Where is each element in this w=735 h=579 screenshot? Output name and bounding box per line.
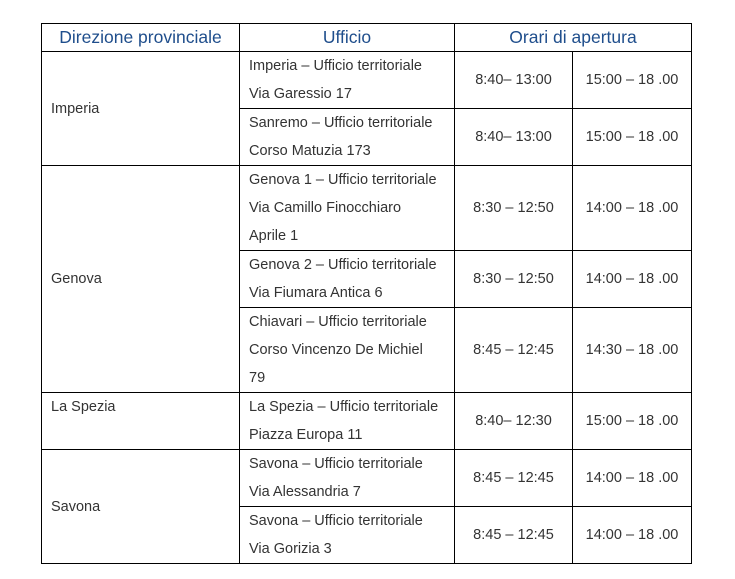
ufficio-line: Savona – Ufficio territoriale xyxy=(249,456,423,472)
afternoon-hours-cell: 15:00 – 18 .00 xyxy=(573,109,692,166)
afternoon-hours-cell: 14:00 – 18 .00 xyxy=(573,507,692,564)
table-row xyxy=(42,450,692,507)
header-direzione: Direzione provinciale xyxy=(42,24,240,52)
afternoon-hours-cell: 14:00 – 18 .00 xyxy=(573,166,692,251)
morning-hours-cell: 8:40– 13:00 xyxy=(455,52,573,109)
ufficio-line: Via Camillo Finocchiaro xyxy=(249,200,402,216)
ufficio-cell xyxy=(240,507,455,564)
ufficio-cell xyxy=(240,166,455,251)
table-body xyxy=(42,52,692,564)
ufficio-line: Piazza Europa 11 xyxy=(249,427,363,443)
ufficio-line: Chiavari – Ufficio territoriale xyxy=(249,314,427,330)
direzione-cell: Imperia xyxy=(42,52,240,166)
afternoon-hours-cell: 15:00 – 18 .00 xyxy=(573,393,692,450)
ufficio-cell xyxy=(240,109,455,166)
ufficio-line: Via Fiumara Antica 6 xyxy=(249,285,383,301)
header-ufficio: Ufficio xyxy=(240,24,455,52)
ufficio-line: Genova 1 – Ufficio territoriale xyxy=(249,172,437,188)
morning-hours-cell: 8:45 – 12:45 xyxy=(455,507,573,564)
ufficio-line: Aprile 1 xyxy=(249,228,299,244)
ufficio-line: 79 xyxy=(249,370,266,386)
ufficio-line: Via Garessio 17 xyxy=(249,86,352,102)
ufficio-line: Corso Vincenzo De Michiel xyxy=(249,342,423,358)
afternoon-hours-cell: 15:00 – 18 .00 xyxy=(573,52,692,109)
direzione-cell: Genova xyxy=(42,166,240,393)
table-row xyxy=(42,52,692,109)
ufficio-cell xyxy=(240,52,455,109)
header-orari: Orari di apertura xyxy=(455,24,692,52)
header-row xyxy=(42,24,692,52)
morning-hours-cell: 8:30 – 12:50 xyxy=(455,166,573,251)
morning-hours-cell: 8:40– 13:00 xyxy=(455,109,573,166)
morning-hours-cell: 8:45 – 12:45 xyxy=(455,450,573,507)
ufficio-line: Via Gorizia 3 xyxy=(249,541,332,557)
ufficio-line: Imperia – Ufficio territoriale xyxy=(249,58,422,74)
morning-hours-cell: 8:40– 12:30 xyxy=(455,393,573,450)
table-row xyxy=(42,166,692,251)
ufficio-line: La Spezia – Ufficio territoriale xyxy=(249,399,439,415)
ufficio-cell xyxy=(240,393,455,450)
morning-hours-cell: 8:45 – 12:45 xyxy=(455,308,573,393)
ufficio-cell xyxy=(240,251,455,308)
ufficio-line: Corso Matuzia 173 xyxy=(249,143,371,159)
direzione-cell: Savona xyxy=(42,450,240,564)
ufficio-line: Savona – Ufficio territoriale xyxy=(249,513,423,529)
opening-hours-table xyxy=(41,23,692,564)
afternoon-hours-cell: 14:00 – 18 .00 xyxy=(573,450,692,507)
table-row xyxy=(42,393,692,450)
direzione-cell: La Spezia xyxy=(42,393,240,450)
ufficio-line: Genova 2 – Ufficio territoriale xyxy=(249,257,437,273)
ufficio-line: Sanremo – Ufficio territoriale xyxy=(249,115,433,131)
ufficio-line: Via Alessandria 7 xyxy=(249,484,361,500)
morning-hours-cell: 8:30 – 12:50 xyxy=(455,251,573,308)
ufficio-cell xyxy=(240,450,455,507)
afternoon-hours-cell: 14:30 – 18 .00 xyxy=(573,308,692,393)
afternoon-hours-cell: 14:00 – 18 .00 xyxy=(573,251,692,308)
ufficio-cell xyxy=(240,308,455,393)
